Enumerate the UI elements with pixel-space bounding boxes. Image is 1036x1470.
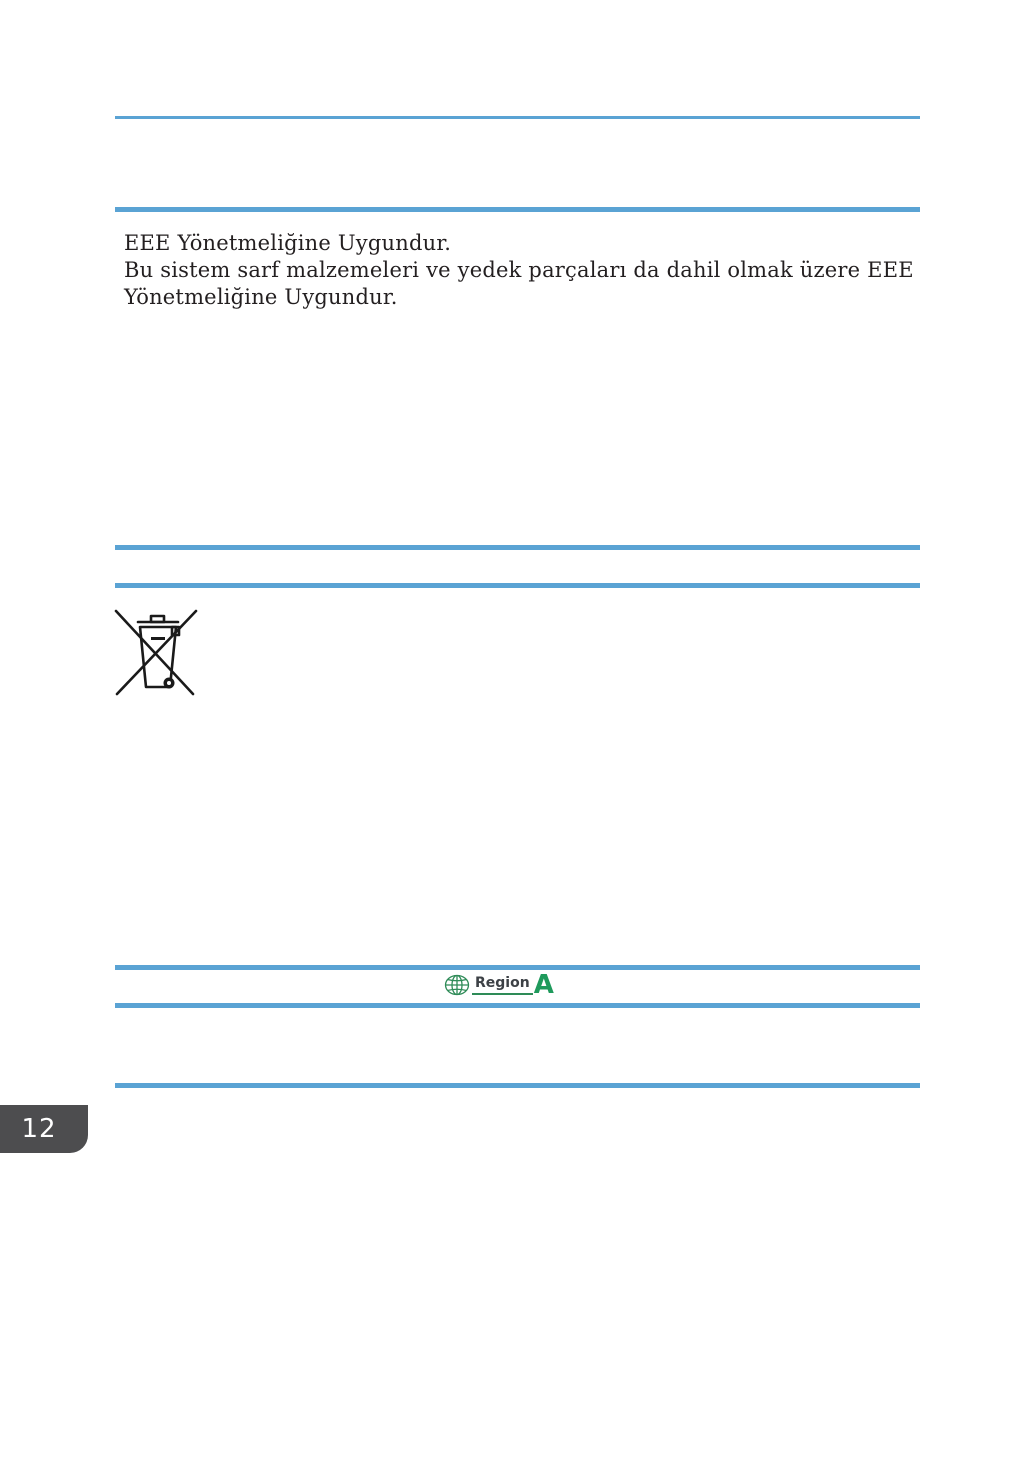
section-rule-1 [115, 207, 920, 212]
section-rule-6 [115, 1083, 920, 1088]
page-number-tab [0, 1105, 88, 1153]
region-badge [444, 970, 554, 1000]
top-rule [115, 116, 920, 119]
region-label: Region [472, 975, 533, 995]
eee-line-1: EEE Yönetmeliğine Uygundur. [124, 231, 452, 255]
eee-line-2: Bu sistem sarf malzemeleri ve yedek parçaları da dahil olmak üzere EEE [124, 258, 914, 282]
section-rule-2 [115, 545, 920, 550]
crossed-out-wheelie-bin-icon [113, 609, 199, 697]
page-number: 12 [21, 1114, 57, 1144]
eee-line-3: Yönetmeliğine Uygundur. [124, 285, 398, 309]
section-rule-5 [115, 1003, 920, 1008]
section-rule-4 [115, 965, 920, 970]
globe-icon [444, 974, 470, 996]
region-letter: A [533, 970, 554, 1000]
section-rule-3 [115, 583, 920, 588]
